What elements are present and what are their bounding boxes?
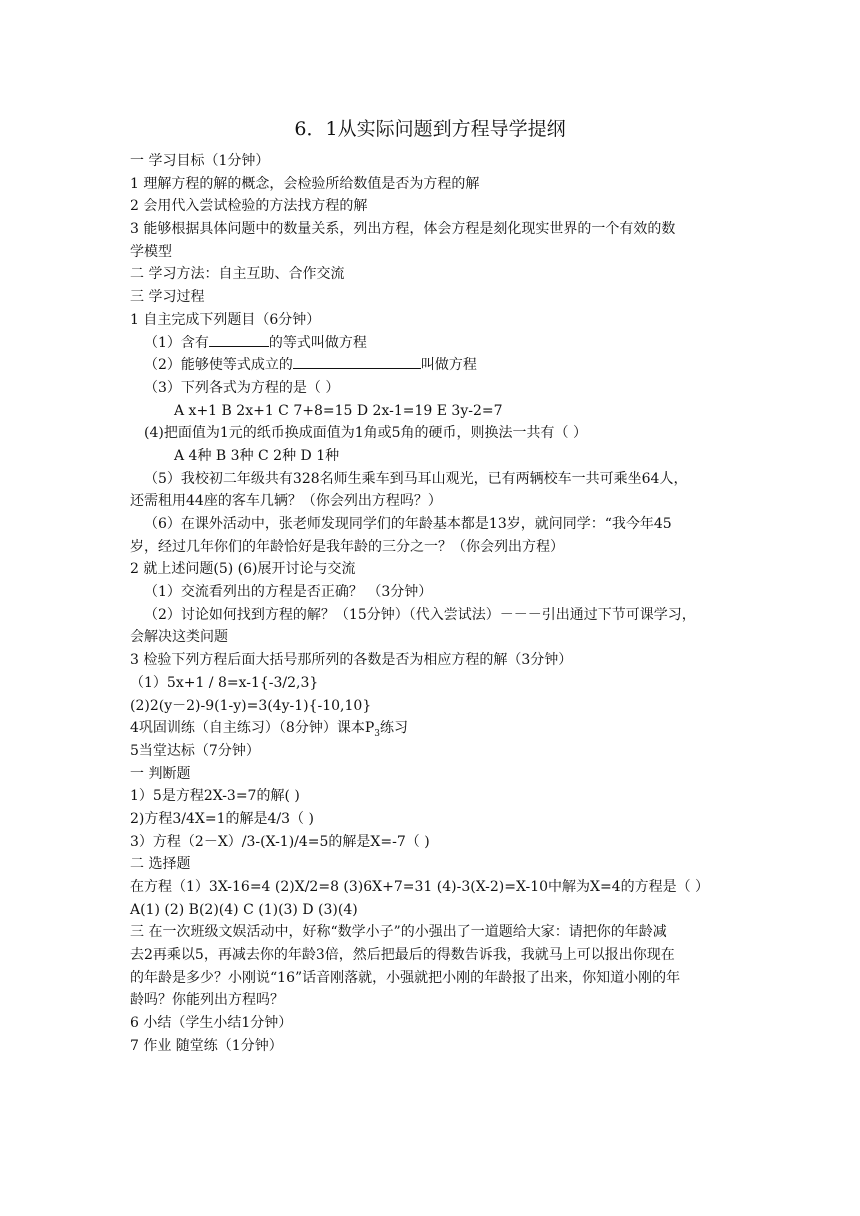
question-options: A 4种 B 3种 C 2种 D 1种 bbox=[174, 447, 340, 464]
question-text: 叫做方程 bbox=[420, 357, 477, 374]
section-heading: 一 学习目标（1分钟） bbox=[130, 153, 270, 169]
heading-text: 4巩固训练（自主练习）（8分钟）课本P bbox=[130, 720, 375, 737]
goal-item: 1 理解方程的解的概念，会检验所给数值是否为方程的解 bbox=[130, 175, 480, 192]
section-heading: 三 学习过程 bbox=[130, 289, 205, 306]
equation-line: (2)2(y－2)-9(1-y)=3(4y-1){-10,10} bbox=[130, 697, 372, 714]
subsection-heading: 1 自主完成下列题目（6分钟） bbox=[130, 311, 321, 328]
question-line bbox=[130, 332, 740, 355]
question-line-continued: 岁，经过几年你们的年龄恰好是我年龄的三分之一？（你会列出方程） bbox=[130, 538, 564, 555]
goal-item: 3 能够根据具体问题中的数量关系，列出方程，体会方程是刻化现实世界的一个有效的数 bbox=[130, 221, 676, 238]
equation-line: （1）5x+1 / 8=x-1{-3/2,3} bbox=[130, 674, 319, 691]
section-heading: 二 学习方法：自主互助、合作交流 bbox=[130, 266, 345, 283]
question-options: A x+1 B 2x+1 C 7+8=15 D 2x-1=19 E 3y-2=7 bbox=[174, 402, 503, 419]
question-line: (4)把面值为1元的纸币换成面值为1角或5角的硬币，则换法一共有（ ） bbox=[144, 425, 588, 442]
discussion-item: （1）交流看列出的方程是否正确？ （3分钟） bbox=[144, 584, 433, 601]
subsection-heading: 5当堂达标（7分钟） bbox=[130, 742, 260, 759]
word-problem-line: 的年龄是多少？小刚说“16”话音刚落就，小强就把小刚的年龄报了出来，你知道小刚的年 bbox=[130, 969, 681, 986]
question-text: 的等式叫做方程 bbox=[268, 334, 367, 351]
subsection-heading: 3 检验下列方程后面大括号那所列的各数是否为相应方程的解（3分钟） bbox=[130, 652, 573, 669]
subsection-heading: 2 就上述问题(5) (6)展开讨论与交流 bbox=[130, 561, 356, 578]
word-problem-line: 三 在一次班级文娱活动中，好称“数学小子”的小强出了一道题给大家：请把你的年龄减 bbox=[130, 924, 667, 941]
exercise-heading: 一 判断题 bbox=[130, 765, 191, 782]
subsection-heading bbox=[130, 717, 740, 740]
discussion-item-continued: 会解决这类问题 bbox=[130, 629, 228, 646]
word-problem-line: 龄吗？你能列出方程吗？ bbox=[130, 992, 284, 1009]
document-body bbox=[130, 150, 740, 1058]
document-title: 6．1从实际问题到方程导学提纲 bbox=[294, 118, 566, 140]
heading-text: 练习 bbox=[379, 720, 408, 737]
question-text: （1）含有 bbox=[144, 334, 209, 351]
question-line: （3）下列各式为方程的是（ ） bbox=[144, 379, 340, 396]
goal-item-continued: 学模型 bbox=[130, 243, 172, 260]
exercise-options: A(1) (2) B(2)(4) C (1)(3) D (3)(4) bbox=[130, 901, 358, 918]
page-subscript: 3 bbox=[374, 728, 380, 739]
discussion-item: （2）讨论如何找到方程的解？（15分钟）（代入尝试法）－－－引出通过下节可课学习， bbox=[144, 606, 696, 623]
question-text: （2）能够使等式成立的 bbox=[144, 357, 293, 374]
subsection-heading: 7 作业 随堂练（1分钟） bbox=[130, 1037, 283, 1054]
word-problem-line: 去2再乘以5，再减去你的年龄3倍，然后把最后的得数告诉我，我就马上可以报出你现在 bbox=[130, 947, 675, 964]
exercise-heading: 二 选择题 bbox=[130, 856, 191, 873]
question-line: （5）我校初二年级共有328名师生乘车到马耳山观光，已有两辆校车一共可乘坐64人， bbox=[144, 470, 688, 487]
question-line bbox=[130, 354, 740, 377]
question-line: （6）在课外活动中，张老师发现同学们的年龄基本都是13岁，就问同学：“我今年45 bbox=[144, 516, 672, 532]
subsection-heading: 6 小结（学生小结1分钟） bbox=[130, 1015, 293, 1032]
exercise-item: 1）5是方程2X-3=7的解( ) bbox=[130, 788, 300, 805]
fill-blank bbox=[293, 354, 421, 369]
exercise-item: 在方程（1）3X-16=4 (2)X/2=8 (3)6X+7=31 (4)-3(X-2)=X-10中解为X=4的方程是（ ） bbox=[130, 879, 710, 895]
goal-item: 2 会用代入尝试检验的方法找方程的解 bbox=[130, 198, 368, 215]
exercise-item: 2)方程3/4X=1的解是4/3（ ) bbox=[130, 810, 314, 827]
question-line-continued: 还需租用44座的客车几辆？（你会列出方程吗？） bbox=[130, 493, 442, 510]
fill-blank bbox=[209, 332, 269, 347]
exercise-item: 3）方程（2－X）/3-(X-1)/4=5的解是X=-7（ ) bbox=[130, 833, 430, 850]
